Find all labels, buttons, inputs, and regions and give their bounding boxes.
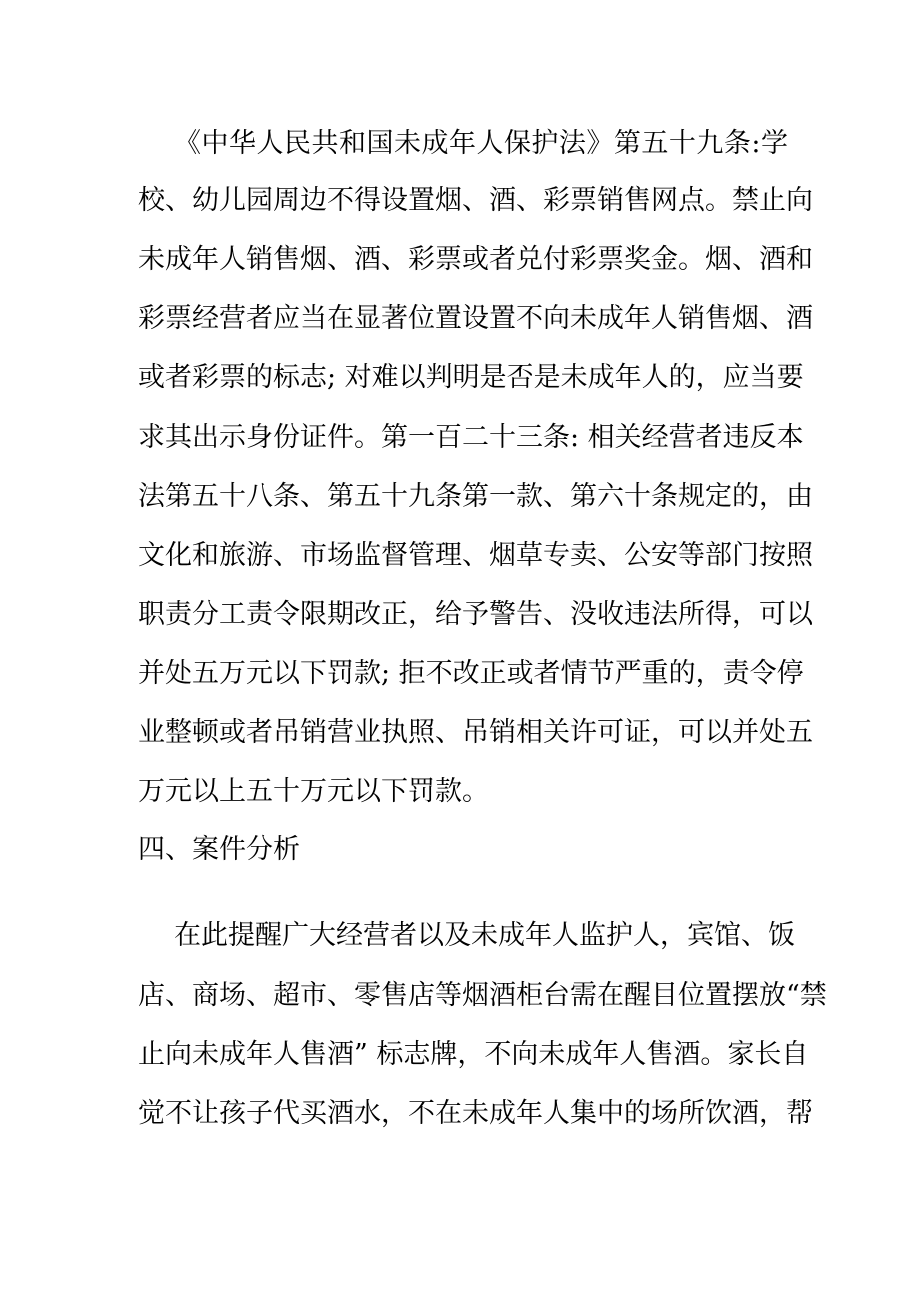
paragraph1-line-9: 职责分工责令限期改正，给予警告、没收违法所得，可以	[138, 599, 813, 630]
paragraph1-line-2: 校、幼儿园周边不得设置烟、酒、彩票销售网点。禁止向	[138, 185, 813, 216]
paragraph1-line-5: 或者彩票的标志; 对难以判明是否是未成年人的，应当要	[138, 362, 804, 393]
paragraph2-line-2: 店、商场、超市、零售店等烟酒柜台需在醒目位置摆放“禁	[138, 980, 827, 1011]
paragraph1-line-8: 文化和旅游、市场监督管理、烟草专卖、公安等部门按照	[138, 540, 813, 571]
paragraph1-line-12: 万元以上五十万元以下罚款。	[138, 776, 489, 807]
paragraph2-line-3: 止向未成年人售酒” 标志牌，不向未成年人售酒。家长自	[138, 1039, 809, 1070]
paragraph2-line-4: 觉不让孩子代买酒水，不在未成年人集中的场所饮酒，帮	[138, 1098, 813, 1129]
section-heading: 四、案件分析	[138, 834, 300, 865]
paragraph1-line-4: 彩票经营者应当在显著位置设置不向未成年人销售烟、酒	[138, 303, 813, 334]
paragraph1-line-11: 业整顿或者吊销营业执照、吊销相关许可证，可以并处五	[138, 717, 813, 748]
paragraph1-line-7: 法第五十八条、第五十九条第一款、第六十条规定的，由	[138, 481, 813, 512]
paragraph1-line-3: 未成年人销售烟、酒、彩票或者兑付彩票奖金。烟、酒和	[138, 244, 813, 275]
paragraph1-line-1: 《中华人民共和国未成年人保护法》第五十九条:学	[174, 128, 788, 159]
paragraph2-line-1: 在此提醒广大经营者以及未成年人监护人，宾馆、饭	[174, 920, 795, 951]
paragraph1-line-6: 求其出示身份证件。第一百二十三条: 相关经营者违反本	[138, 422, 804, 453]
paragraph1-line-10: 并处五万元以下罚款; 拒不改正或者情节严重的，责令停	[138, 658, 804, 689]
